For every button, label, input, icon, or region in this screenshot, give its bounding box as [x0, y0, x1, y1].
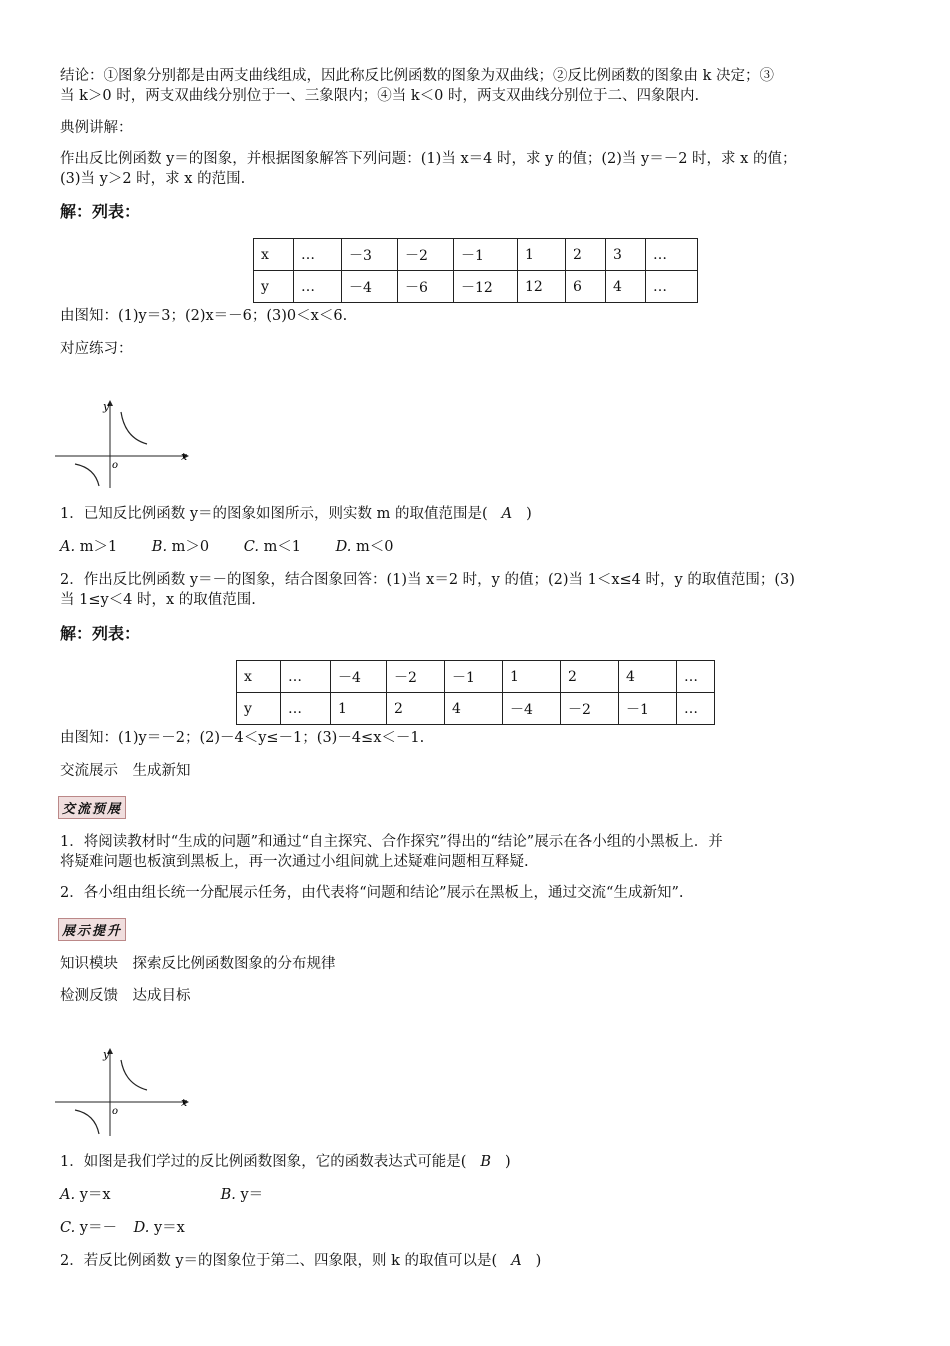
hyperbola-branch-q3 [75, 464, 99, 486]
table-row [237, 693, 715, 725]
question-3 [60, 1152, 890, 1172]
practice-heading: 对应练习： [60, 341, 133, 357]
question-close: ) [505, 1154, 511, 1170]
table-cell: 3 [606, 239, 646, 271]
question-1 [60, 504, 890, 524]
table-cell: －2 [398, 239, 454, 271]
option [60, 1220, 117, 1236]
table-cell: －12 [454, 271, 518, 303]
table-cell: －1 [619, 693, 677, 725]
table-row [237, 661, 715, 693]
table-cell: … [294, 239, 342, 271]
table-cell: －4 [331, 661, 387, 693]
table-row [254, 271, 698, 303]
table-cell: 2 [387, 693, 445, 725]
example-heading: 典例讲解： [60, 120, 133, 136]
x-axis-label: x [181, 450, 188, 463]
problem-line: (3)当 y＞2 时，求 x 的范围. [60, 171, 246, 187]
table-cell: … [677, 661, 715, 693]
result-line: 由图知：(1)y＝－2；(2)－4＜y≤－1；(3)－4≤x＜－1. [60, 730, 425, 746]
question-text: 2．若反比例函数 y＝的图象位于第二、四象限，则 k 的取值可以是( [60, 1253, 498, 1269]
table-cell: －1 [454, 239, 518, 271]
hyperbola-graph [55, 1046, 195, 1138]
section-badge: 交流预展 [58, 796, 126, 819]
hyperbola-branch-q3 [75, 1110, 99, 1134]
x-axis-label: x [181, 1096, 188, 1109]
table-cell: x [237, 661, 281, 693]
example-problem [60, 149, 890, 189]
table-cell: －2 [561, 693, 619, 725]
value-table-1 [253, 238, 698, 303]
result-line: 由图知：(1)y＝3；(2)x＝－6；(3)0＜x＜6. [60, 308, 348, 324]
table-cell: －6 [398, 271, 454, 303]
y-axis-label: y [103, 1048, 110, 1061]
exchange-item-2: 2．各小组由组长统一分配展示任务，由代表将“问题和结论”展示在黑板上，通过交流“生成新知”. [60, 885, 684, 901]
table-cell: … [646, 239, 698, 271]
feedback-line: 检测反馈 达成目标 [60, 988, 191, 1004]
table-cell: 2 [566, 239, 606, 271]
option-text: m＜1 [263, 539, 302, 555]
module-line: 知识模块 探索反比例函数图象的分布规律 [60, 956, 336, 972]
table-cell: 4 [445, 693, 503, 725]
table-cell: 4 [606, 271, 646, 303]
table-cell: －4 [342, 271, 398, 303]
option [60, 1185, 216, 1205]
table-cell: … [281, 693, 331, 725]
option [244, 539, 301, 555]
table-cell: 2 [561, 661, 619, 693]
table-cell: … [646, 271, 698, 303]
table-cell: 12 [518, 271, 566, 303]
hyperbola-branch-q1 [121, 412, 147, 444]
table-cell: 4 [619, 661, 677, 693]
value-table-2 [236, 660, 715, 725]
table-cell: －4 [503, 693, 561, 725]
table-cell: 1 [331, 693, 387, 725]
conclusion-line: 当 k＞0 时，两支双曲线分别位于一、三象限内；④当 k＜0 时，两支双曲线分别位于二、四象限内. [60, 88, 700, 104]
option-text: y＝x [79, 1187, 111, 1203]
question-2 [60, 570, 890, 610]
question-text: 1．已知反比例函数 y＝的图象如图所示，则实数 m 的取值范围是( [60, 506, 488, 522]
conclusion-line: 结论：①图象分别都是由两支曲线组成，因此称反比例函数的图象为双曲线；②反比例函数的图象由 k 决定；③ [60, 68, 775, 84]
option [60, 539, 117, 555]
option-letter: A. [60, 539, 76, 555]
option-text: y＝－ [79, 1220, 117, 1236]
conclusion-paragraph [60, 66, 890, 106]
item-line: 1．将阅读教材时“生成的问题”和通过“自主探究、合作探究”得出的“结论”展示在各小组的小黑板上．并 [60, 834, 723, 850]
table-cell: y [254, 271, 294, 303]
y-axis-label: y [103, 400, 110, 413]
origin-label: o [112, 460, 119, 471]
option-letter: D. [335, 539, 352, 555]
option-letter: A. [60, 1187, 76, 1203]
problem-line: 作出反比例函数 y＝的图象，并根据图象解答下列问题：(1)当 x＝4 时，求 y 的值；(2)当 y＝－2 时，求 x 的值； [60, 151, 797, 167]
option-text: y＝x [153, 1220, 185, 1236]
origin-label: o [112, 1106, 119, 1117]
table-cell: 6 [566, 271, 606, 303]
section-title: 交流展示 生成新知 [60, 763, 191, 779]
option-letter: C. [60, 1220, 76, 1236]
question-close: ) [526, 506, 532, 522]
table-cell: … [294, 271, 342, 303]
table-row [254, 239, 698, 271]
solution-label: 解：列表： [60, 624, 141, 643]
question-4 [60, 1251, 890, 1271]
option-letter: C. [243, 539, 259, 555]
question-close: ) [535, 1253, 542, 1269]
option-letter: B. [220, 1187, 236, 1203]
table-cell: y [237, 693, 281, 725]
option [134, 1220, 185, 1236]
table-cell: －3 [342, 239, 398, 271]
answer: B [480, 1154, 492, 1170]
hyperbola-branch-q1 [121, 1060, 147, 1090]
option-letter: B. [151, 539, 168, 555]
question-1-options [60, 537, 890, 557]
hyperbola-graph [55, 398, 195, 490]
table-cell: … [281, 661, 331, 693]
answer: A [511, 1253, 522, 1269]
option-text: y＝ [240, 1187, 264, 1203]
question-3-options-row [60, 1218, 890, 1238]
table-cell: －2 [387, 661, 445, 693]
solution-label: 解：列表： [60, 202, 141, 221]
option [336, 539, 394, 555]
option [221, 1187, 264, 1203]
table-cell: －1 [445, 661, 503, 693]
question-text: 1．如图是我们学过的反比例函数图象，它的函数表达式可能是( [60, 1154, 467, 1170]
table-cell: … [677, 693, 715, 725]
option [152, 539, 209, 555]
option-text: m＞1 [79, 539, 118, 555]
exchange-item-1 [60, 832, 890, 872]
answer: A [501, 506, 513, 522]
table-cell: 1 [503, 661, 561, 693]
question-3-options-row [60, 1185, 890, 1205]
question-line: 当 1≤y＜4 时，x 的取值范围. [60, 592, 256, 608]
table-cell: 1 [518, 239, 566, 271]
item-line: 将疑难问题也板演到黑板上，再一次通过小组间就上述疑难问题相互释疑. [60, 854, 529, 870]
section-badge: 展示提升 [58, 918, 126, 941]
option-text: m＜0 [355, 539, 394, 555]
option-letter: D. [133, 1220, 150, 1236]
table-cell: x [254, 239, 294, 271]
option-text: m＞0 [171, 539, 210, 555]
question-line: 2．作出反比例函数 y＝－的图象，结合图象回答：(1)当 x＝2 时，y 的值；(2)当 1＜x≤4 时，y 的取值范围；(3) [60, 572, 795, 588]
